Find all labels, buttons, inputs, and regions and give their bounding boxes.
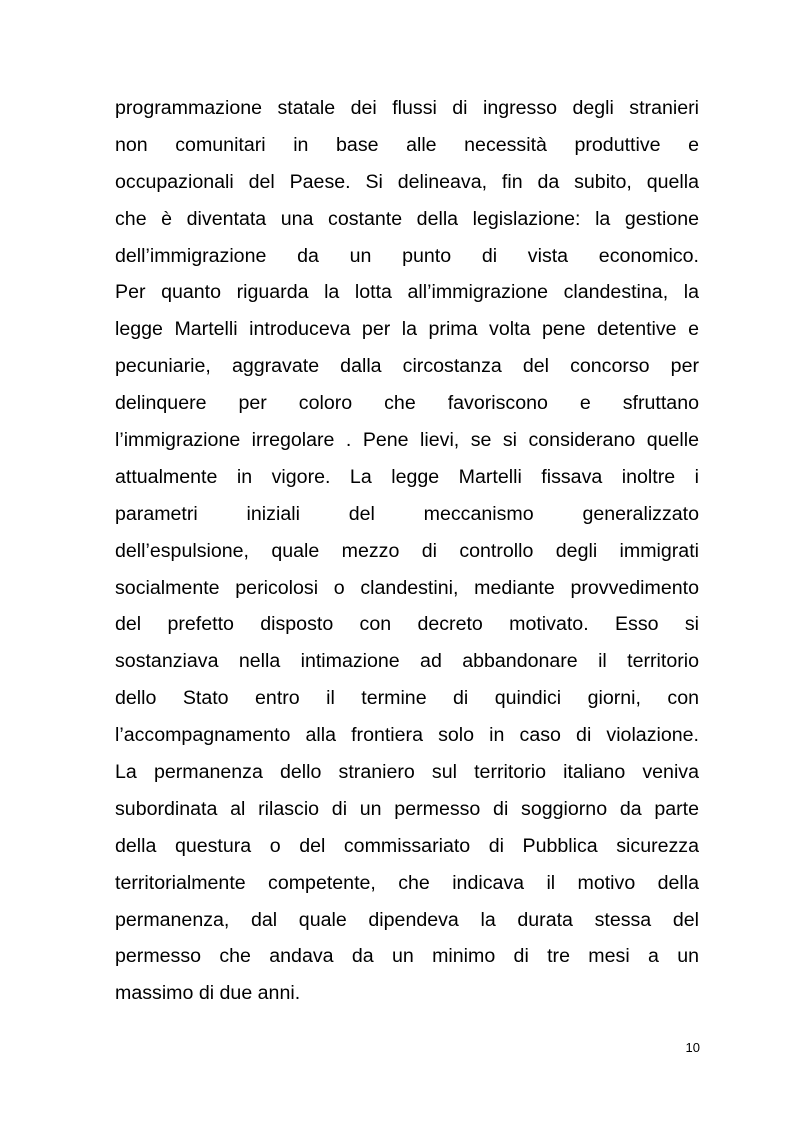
text-line: Per quanto riguarda la lotta all’immigrazione clandestina, la <box>115 281 699 304</box>
text-line: programmazione statale dei flussi di ingresso degli stranieri <box>115 97 699 119</box>
text-line: occupazionali del Paese. Si delineava, fin da subito, quella <box>115 170 699 193</box>
text-line: sostanziava nella intimazione ad abbandonare il territorio <box>115 650 699 673</box>
text-line: non comunitari in base alle necessità produttive e <box>115 133 699 156</box>
text-line: permesso che andava da un minimo di tre mesi a un <box>115 945 699 968</box>
text-line: territorialmente competente, che indicava il motivo della <box>115 871 699 894</box>
text-line: che è diventata una costante della legislazione: la gestione <box>115 207 699 230</box>
text-line: permanenza, dal quale dipendeva la durata stessa del <box>115 908 699 931</box>
text-line: dell’espulsione, quale mezzo di controllo degli immigrati <box>115 539 699 562</box>
text-line: del prefetto disposto con decreto motivato. Esso si <box>115 613 699 636</box>
text-line: dello Stato entro il termine di quindici giorni, con <box>115 687 699 710</box>
text-line: legge Martelli introduceva per la prima volta pene detentive e <box>115 318 699 341</box>
page-number: 10 <box>685 1040 700 1055</box>
text-line-last: massimo di due anni. <box>115 982 301 1005</box>
text-line: dell’immigrazione da un punto di vista economico. <box>115 244 699 267</box>
text-line: della questura o del commissariato di Pubblica sicurezza <box>115 834 699 857</box>
body-paragraph <box>115 90 699 1012</box>
text-line: parametri iniziali del meccanismo generalizzato <box>115 502 699 525</box>
text-line: subordinata al rilascio di un permesso di soggiorno da parte <box>115 797 699 820</box>
text-line: pecuniarie, aggravate dalla circostanza del concorso per <box>115 355 699 378</box>
text-line: l’accompagnamento alla frontiera solo in caso di violazione. <box>115 724 699 747</box>
text-line: attualmente in vigore. La legge Martelli fissava inoltre i <box>115 465 699 488</box>
text-line: socialmente pericolosi o clandestini, mediante provvedimento <box>115 576 699 599</box>
text-line: La permanenza dello straniero sul territorio italiano veniva <box>115 761 699 784</box>
text-line: l’immigrazione irregolare . Pene lievi, se si considerano quelle <box>115 429 699 452</box>
text-line: delinquere per coloro che favoriscono e sfruttano <box>115 392 699 415</box>
